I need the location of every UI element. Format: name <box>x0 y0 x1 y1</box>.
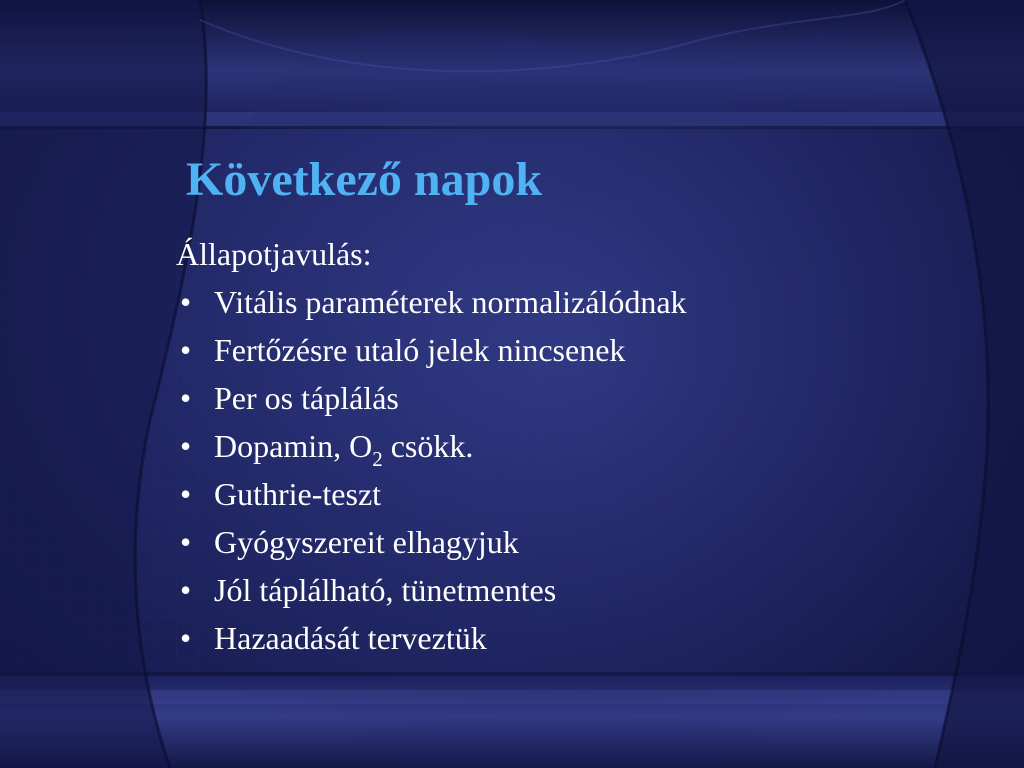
bullet-item <box>176 326 936 374</box>
bullet-text-after: csökk. <box>382 428 474 464</box>
slide-body <box>176 230 936 662</box>
intro-text: Állapotjavulás: <box>176 236 372 272</box>
subscript: 2 <box>372 447 383 471</box>
bullet-item <box>176 422 936 470</box>
bullet-text: Fertőzésre utaló jelek nincsenek <box>214 332 626 368</box>
bullet-item <box>176 518 936 566</box>
bullet-icon: • <box>180 284 192 320</box>
bullet-text: Jól táplálható, tünetmentes <box>214 572 557 608</box>
bullet-icon: • <box>180 524 192 560</box>
bullet-text-before: Dopamin, O <box>214 428 373 464</box>
bullet-text: Guthrie-teszt <box>214 476 382 512</box>
bullet-text: Per os táplálás <box>214 380 399 416</box>
bullet-list <box>176 278 936 662</box>
bullet-text: Hazaadását terveztük <box>214 620 487 656</box>
bullet-icon: • <box>180 476 192 512</box>
bullet-icon: • <box>180 572 192 608</box>
bullet-text <box>214 428 474 471</box>
bullet-item <box>176 470 936 518</box>
bullet-text: Vitális paraméterek normalizálódnak <box>214 284 687 320</box>
bullet-icon: • <box>180 332 192 368</box>
bullet-icon: • <box>180 380 192 416</box>
bullet-text: Gyógyszereit elhagyjuk <box>214 524 519 560</box>
bullet-icon: • <box>180 620 192 656</box>
slide-title: Következő napok <box>186 153 543 206</box>
bullet-item <box>176 566 936 614</box>
bullet-item <box>176 278 936 326</box>
bullet-item <box>176 614 936 662</box>
bullet-item <box>176 374 936 422</box>
bullet-icon: • <box>180 428 192 464</box>
